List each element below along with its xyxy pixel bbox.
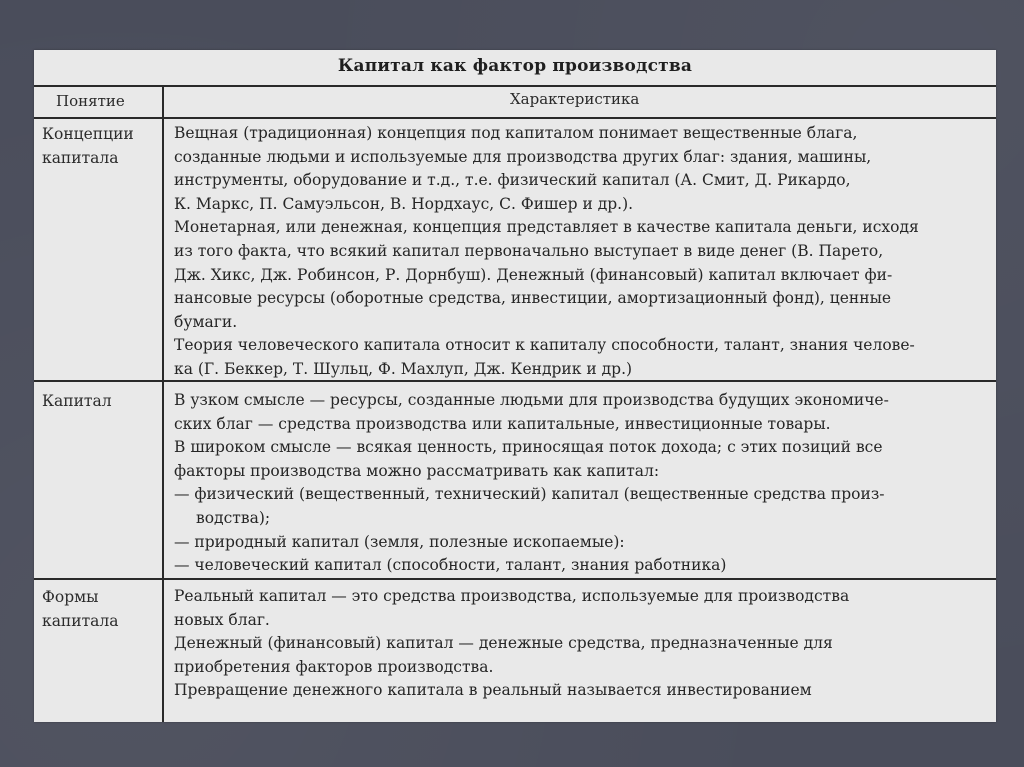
row-divider-2	[34, 578, 996, 580]
row-2-line: ских благ — средства производства или капитальные, инвестиционные товары.	[174, 414, 831, 433]
row-2-line: водства);	[196, 508, 271, 527]
table-title: Капитал как фактор производства	[337, 56, 693, 76]
row-1-line: инструменты, оборудование и т.д., т.е. физический капитал (А. Смит, Д. Рикардо,	[174, 171, 851, 190]
row-2-line: В широком смысле — всякая ценность, приносящая поток дохода; с этих позиций все	[174, 438, 883, 457]
row-2-line: — физический (вещественный, технический) капитал (вещественные средства произ-	[174, 485, 885, 504]
row-2-description	[174, 389, 986, 578]
row-2-concept: Капитал	[42, 392, 112, 410]
row-3-line: Превращение денежного капитала в реальный называется инвестированием	[174, 681, 812, 700]
row-1-concept: Концепции капитала	[42, 125, 134, 167]
row-1-line: из того факта, что всякий капитал первоначально выступает в виде денег (В. Парето,	[174, 241, 884, 260]
row-2-line: В узком смысле — ресурсы, созданные людьми для производства будущих экономиче-	[174, 391, 889, 409]
header-top-rule	[34, 85, 996, 87]
row-2-line: — природный капитал (земля, полезные ископаемые):	[174, 532, 625, 551]
row-3-description	[174, 585, 986, 703]
row-1-line: К. Маркс, П. Самуэльсон, В. Нордхаус, С. Фишер и др.).	[174, 194, 634, 213]
row-1-line: Теория человеческого капитала относит к капиталу способности, талант, знания челове-	[174, 336, 915, 355]
scanned-table-image	[34, 50, 996, 722]
column-divider	[162, 85, 164, 722]
row-3-concept: Формы капитала	[42, 588, 119, 630]
header-bottom-rule	[34, 117, 996, 119]
row-3-line: Реальный капитал — это средства производства, используемые для производства	[174, 587, 850, 605]
row-1-line: Монетарная, или денежная, концепция представляет в качестве капитала деньги, исходя	[174, 218, 919, 237]
row-1-line: ка (Г. Беккер, Т. Шульц, Ф. Махлуп, Дж. Кендрик и др.)	[174, 359, 633, 378]
row-3-line: новых благ.	[174, 610, 270, 629]
row-2-line: — человеческий капитал (способности, талант, знания работника)	[174, 556, 727, 575]
header-characteristic: Характеристика	[510, 90, 640, 108]
row-1-description	[174, 122, 986, 382]
header-concept: Понятие	[56, 92, 125, 110]
row-3-line: Денежный (финансовый) капитал — денежные средства, предназначенные для	[174, 634, 833, 653]
row-1-line: созданные людьми и используемые для производства других благ: здания, машины,	[174, 147, 872, 166]
row-2-line: факторы производства можно рассматривать как капитал:	[174, 461, 660, 480]
row-1-line: бумаги.	[174, 312, 238, 331]
row-1-line: нансовые ресурсы (оборотные средства, инвестиции, амортизационный фонд), ценные	[174, 289, 892, 308]
row-1-line: Дж. Хикс, Дж. Робинсон, Р. Дорнбуш). Денежный (финансовый) капитал включает фи-	[174, 265, 893, 284]
row-3-line: приобретения факторов производства.	[174, 657, 494, 676]
row-1-line: Вещная (традиционная) концепция под капиталом понимает вещественные блага,	[174, 124, 858, 142]
